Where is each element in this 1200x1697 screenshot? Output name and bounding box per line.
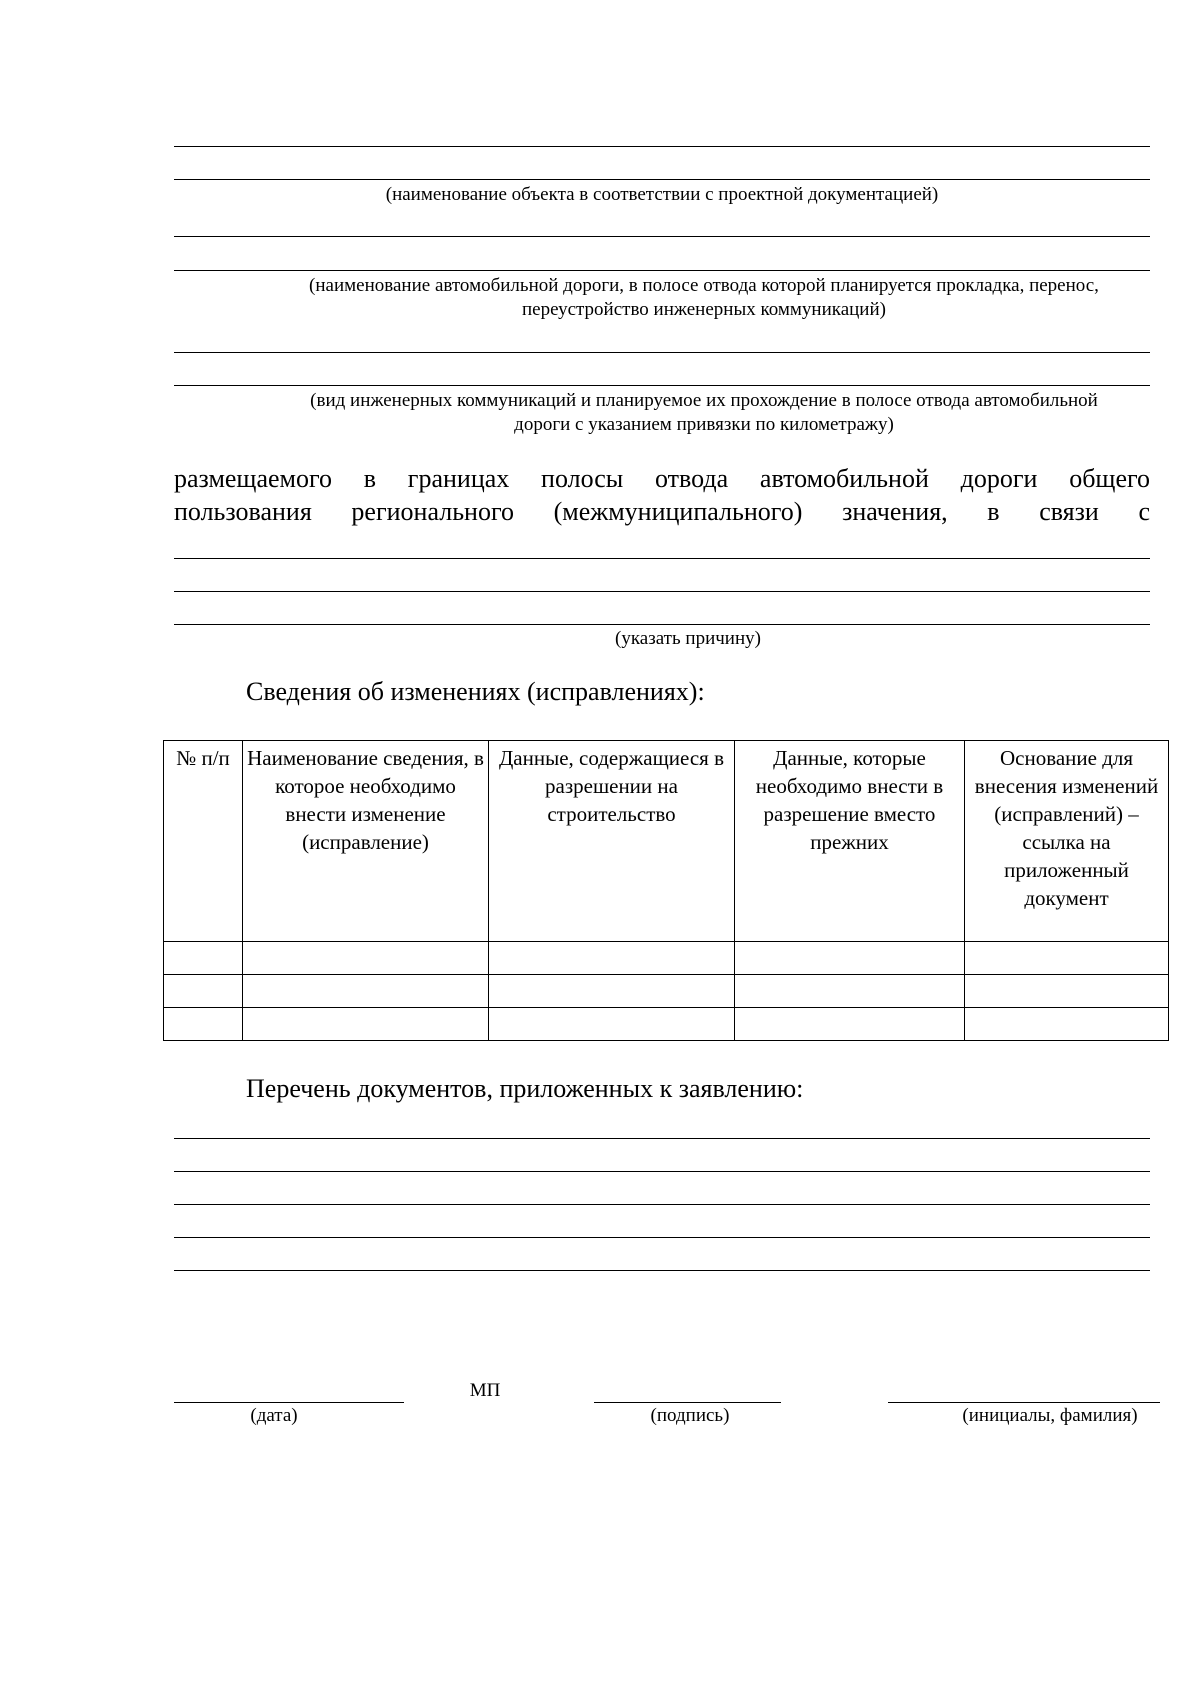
changes-table (163, 740, 1169, 1041)
table-cell[interactable] (965, 1008, 1169, 1041)
column-header-field-name: Наименование сведения, в которое необходимо внести изменение (исправление) (243, 741, 489, 942)
table-cell[interactable] (164, 942, 243, 975)
table-cell[interactable] (243, 942, 489, 975)
column-header-basis: Основание для внесения изменений (исправлений) – ссылка на приложенный документ (965, 741, 1169, 942)
table-cell[interactable] (489, 1008, 735, 1041)
documents-heading: Перечень документов, приложенных к заявлению: (246, 1074, 804, 1103)
documents-line-5[interactable] (174, 1270, 1150, 1271)
object-name-caption: (наименование объекта в соответствии с проектной документацией) (385, 184, 939, 205)
documents-line-3[interactable] (174, 1204, 1150, 1205)
table-cell[interactable] (735, 1008, 965, 1041)
stamp-label: МП (469, 1380, 501, 1401)
placement-paragraph-line-1: размещаемого в границах полосы отвода автомобильной дороги общего (174, 464, 1150, 493)
table-cell[interactable] (489, 975, 735, 1008)
table-row (164, 1008, 1169, 1041)
documents-line-4[interactable] (174, 1237, 1150, 1238)
name-line[interactable] (888, 1402, 1160, 1403)
table-cell[interactable] (489, 942, 735, 975)
road-name-caption-2: переустройство инженерных коммуникаций) (522, 299, 886, 320)
table-cell[interactable] (164, 975, 243, 1008)
changes-table-header-row (164, 741, 1169, 942)
table-cell[interactable] (243, 1008, 489, 1041)
road-name-caption-1: (наименование автомобильной дороги, в полосе отвода которой планируется прокладка, перенос, (309, 275, 1099, 296)
object-name-line-2[interactable] (174, 179, 1150, 180)
table-cell[interactable] (965, 975, 1169, 1008)
signature-caption: (подпись) (650, 1405, 730, 1426)
table-row (164, 975, 1169, 1008)
utilities-caption-1: (вид инженерных коммуникаций и планируемое их прохождение в полосе отвода автомобильной (310, 390, 1098, 411)
object-name-line-1[interactable] (174, 146, 1150, 147)
table-cell[interactable] (735, 975, 965, 1008)
road-name-line-2[interactable] (174, 270, 1150, 271)
reason-line-2[interactable] (174, 591, 1150, 592)
utilities-line-1[interactable] (174, 352, 1150, 353)
utilities-line-2[interactable] (174, 385, 1150, 386)
documents-line-2[interactable] (174, 1171, 1150, 1172)
signature-line[interactable] (594, 1402, 781, 1403)
table-cell[interactable] (735, 942, 965, 975)
table-cell[interactable] (164, 1008, 243, 1041)
column-header-new-data: Данные, которые необходимо внести в разрешение вместо прежних (735, 741, 965, 942)
road-name-line-1[interactable] (174, 236, 1150, 237)
reason-line-3[interactable] (174, 624, 1150, 625)
reason-caption: (указать причину) (615, 628, 761, 649)
changes-heading: Сведения об изменениях (исправлениях): (246, 677, 705, 706)
table-cell[interactable] (965, 942, 1169, 975)
date-line[interactable] (174, 1402, 404, 1403)
name-caption: (инициалы, фамилия) (962, 1405, 1138, 1426)
date-caption: (дата) (250, 1405, 298, 1426)
column-header-number: № п/п (164, 741, 243, 942)
utilities-caption-2: дороги с указанием привязки по километражу) (514, 414, 894, 435)
reason-line-1[interactable] (174, 558, 1150, 559)
documents-line-1[interactable] (174, 1138, 1150, 1139)
column-header-current-data: Данные, содержащиеся в разрешении на строительство (489, 741, 735, 942)
table-row (164, 942, 1169, 975)
placement-paragraph-line-2: пользования регионального (межмуниципального) значения, в связи с (174, 497, 1150, 526)
table-cell[interactable] (243, 975, 489, 1008)
